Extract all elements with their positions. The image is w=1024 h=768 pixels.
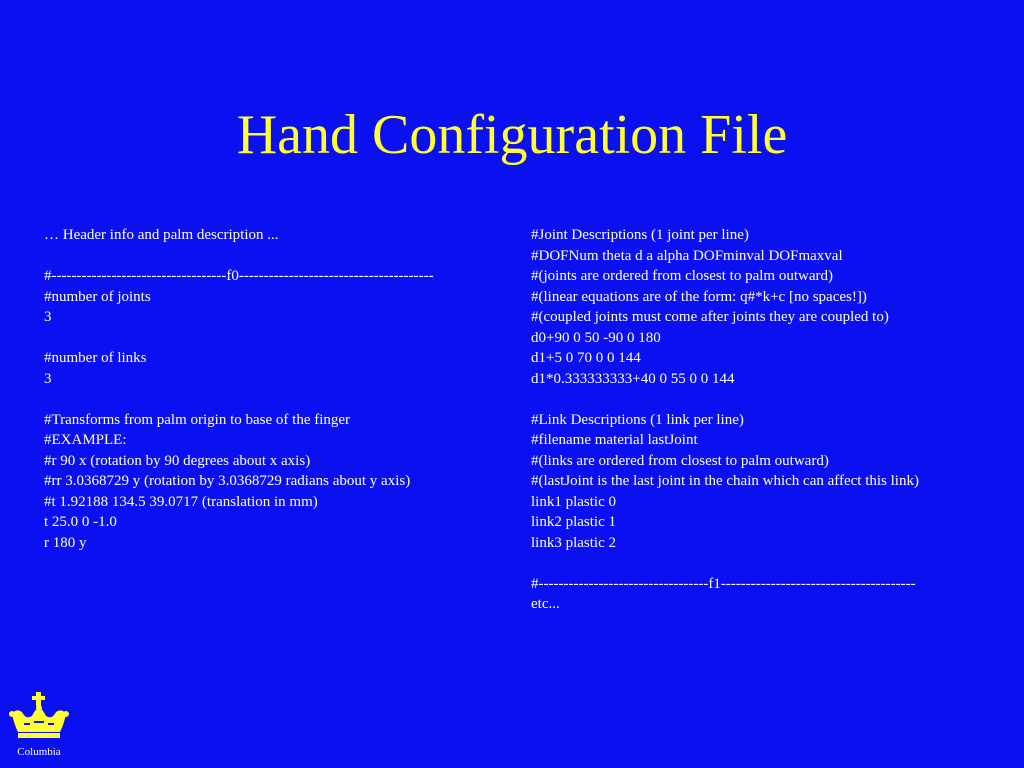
text-line <box>44 328 514 349</box>
text-line: #(coupled joints must come after joints they are coupled to) <box>531 309 889 325</box>
text-line: #(links are ordered from closest to palm outward) <box>531 452 829 469</box>
text-line: link1 plastic 0 <box>531 493 616 510</box>
text-line: etc... <box>531 596 560 612</box>
text-line: #EXAMPLE: <box>44 432 127 448</box>
text-line: link2 plastic 1 <box>531 514 616 530</box>
text-line: #Joint Descriptions (1 joint per line) <box>531 227 749 243</box>
text-line: #(linear equations are of the form: q#*k+c [no spaces!]) <box>531 288 867 305</box>
text-line: #t 1.92188 134.5 39.0717 (translation in mm) <box>44 493 318 510</box>
columbia-crown-icon <box>6 690 72 746</box>
text-line: #DOFNum theta d a alpha DOFminval DOFmaxval <box>531 247 843 264</box>
text-line: #filename material lastJoint <box>531 432 698 448</box>
text-line: link3 plastic 2 <box>531 534 616 551</box>
text-line: #(joints are ordered from closest to palm outward) <box>531 268 833 284</box>
text-line: 3 <box>44 309 52 325</box>
text-line <box>44 246 514 267</box>
text-line: … Header info and palm description ... <box>44 227 279 243</box>
text-line: d0+90 0 50 -90 0 180 <box>531 329 661 346</box>
text-line: t 25.0 0 -1.0 <box>44 514 117 530</box>
text-line: #-----------------------------------f0--------------------------------------- <box>44 268 434 284</box>
text-line: #Transforms from palm origin to base of the finger <box>44 411 351 428</box>
text-line: #Link Descriptions (1 link per line) <box>531 411 744 428</box>
columbia-logo <box>6 690 72 764</box>
logo-label: Columbia <box>17 746 61 758</box>
text-line: #number of links <box>44 350 147 366</box>
right-column-text <box>531 225 1001 615</box>
text-line <box>531 389 1001 410</box>
text-line: d1+5 0 70 0 0 144 <box>531 350 641 366</box>
text-line: d1*0.333333333+40 0 55 0 0 144 <box>531 370 735 387</box>
text-line: 3 <box>44 370 52 387</box>
text-line: #(lastJoint is the last joint in the chain which can affect this link) <box>531 473 919 489</box>
text-line: #rr 3.0368729 y (rotation by 3.0368729 radians about y axis) <box>44 473 411 489</box>
text-line: #----------------------------------f1--------------------------------------- <box>531 575 916 592</box>
text-line: #r 90 x (rotation by 90 degrees about x axis) <box>44 452 311 469</box>
text-line <box>44 389 514 410</box>
text-line <box>531 553 1001 574</box>
text-line: r 180 y <box>44 534 87 551</box>
left-column-text <box>44 225 514 553</box>
slide-title: Hand Configuration File <box>236 104 788 166</box>
text-line: #number of joints <box>44 288 151 305</box>
